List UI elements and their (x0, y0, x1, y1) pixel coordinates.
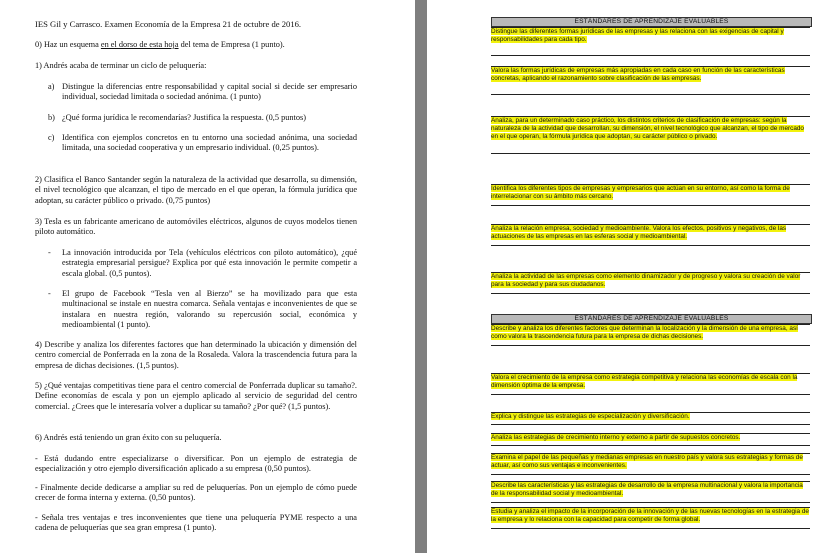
question-3: 3) Tesla es un fabricante americano de automóviles eléctricos, algunos de cuyos modelos tienen piloto automático. (35, 217, 357, 237)
standard-item: Describe las características y las estrategias de desarrollo de la empresa multinacional y valora la importancia de la responsabilidad social y medioambiental. (491, 481, 810, 503)
standards-header: ESTÁNDARES DE APRENDIZAJE EVALUABLES (491, 17, 812, 27)
standard-item: Analiza las estrategias de crecimiento interno y externo a partir de supuestos concretos. (491, 433, 810, 446)
question-6a: - Está dudando entre especializarse o diversificar. Pon un ejemplo de estrategia de especialización y otro ejemplo diversificación aplicado a su empresa (0,50 puntos). (35, 454, 357, 474)
question-3a: La innovación introducida por Tela (vehículos eléctricos con piloto automático), ¿qué estrategia empresarial persigue? Explica por qué esta innovación le permite competir a escala global. (0,5 puntos). (62, 248, 357, 278)
page-divider (415, 0, 427, 553)
exam-page (0, 0, 415, 553)
question-1: 1) Andrés acaba de terminar un ciclo de peluquería: (35, 61, 207, 70)
standard-item: Valora las formas jurídicas de empresas más apropiadas en cada caso en función de las características concretas, aplicando el razonamiento sobre clasificación de las empresas. (491, 66, 810, 95)
question-2: 2) Clasifica el Banco Santander según la naturaleza de la actividad que desarrolla, su dimensión, el nivel tecnológico que alcanzan, el tipo de mercado en el que operan, la fórmula jurídica que adoptan, su carácter público o privado. (0,75 puntos) (35, 175, 357, 205)
question-4: 4) Describe y analiza los diferentes factores que han determinado la ubicación y dimensión del centro comercial de Ponferrada en la zona de la Rosaleda. Valora la trascendencia futura para la empresa de dichas decisiones. (1,5 puntos). (35, 340, 357, 370)
standard-item: Analiza, para un determinado caso práctico, los distintos criterios de clasificación de empresas: según la naturaleza de la actividad que desarrollan, su dimensión, el nivel tecnológico que alcanzan, el tipo de mercado en el que operan, la fórmula jurídica que adoptan, su carácter público o privado. (491, 116, 810, 154)
question-1b-label: b) (48, 113, 55, 122)
question-1a-label: a) (48, 82, 55, 91)
standard-item: Valora el crecimiento de la empresa como estrategia competitiva y relaciona las economías de escala con la dimensión óptima de la empresa. (491, 373, 810, 395)
standard-item: Analiza la relación empresa, sociedad y medioambiente. Valora los efectos, positivos y negativos, de las actuaciones de las empresas en las esferas social y medioambiental. (491, 224, 810, 246)
question-0-text: 0) Haz un esquema (35, 40, 101, 49)
question-0 (35, 40, 357, 50)
question-6c: - Señala tres ventajas e tres inconvenientes que tiene una peluquería PYME respecto a una cadena de peluquerías que sea gran empresa (1 punto). (35, 513, 357, 533)
standard-item: Distingue las diferentes formas jurídicas de las empresas y las relaciona con las exigencias de capital y responsabilidades para cada tipo. (491, 27, 810, 56)
question-0-end: del tema de Empresa (1 punto). (178, 40, 285, 49)
question-3b: El grupo de Facebook “Tesla ven al Bierzo” se ha movilizado para que esta multinacional se instale en nuestra comarca. Señala ventajas e inconvenientes de que se instalara en nuestra región, valorando su repercusión social, económica y medioambiental (1 punto). (62, 289, 357, 329)
standard-item: Estudia y analiza el impacto de la incorporación de la innovación y de las nuevas tecnologías en la estrategia de la empresa y lo relaciona con la capacidad para competir de forma global. (491, 507, 810, 529)
bullet: - (48, 289, 51, 298)
standard-item: Examina el papel de las pequeñas y medianas empresas en nuestro país y valora sus estrategias y formas de actuar, así como sus ventajas e inconvenientes. (491, 453, 810, 475)
question-1c-label: c) (48, 133, 55, 142)
standard-item: Analiza la actividad de las empresas como elemento dinamizador y de progreso y valora su creación de valor para la sociedad y para sus ciudadanos. (491, 272, 810, 294)
question-6b: - Finalmente decide dedicarse a ampliar su red de peluquerías. Pon un ejemplo de cómo puede crecer de forma interna y externa. (0,50 puntos). (35, 483, 357, 503)
standard-item: Explica y distingue las estrategias de especialización y diversificación. (491, 412, 810, 425)
question-1a: Distingue la diferencias entre responsabilidad y capital social si decide ser empresario individual, sociedad limitada o sociedad anónima. (1 punto) (62, 82, 357, 102)
standards-header: ESTÁNDARES DE APRENDIZAJE EVALUABLES (491, 314, 812, 324)
question-5: 5) ¿Qué ventajas competitivas tiene para el centro comercial de Ponferrada duplicar su tamaño?. Define economías de escala y pon un ejemplo aplicado al servicio de seguridad del centro comercial. ¿Crees que le interesaría volver a duplicar su tamaño? ¿Por qué? (1,5 puntos). (35, 381, 357, 411)
bullet: - (48, 248, 51, 257)
exam-title: IES Gil y Carrasco. Examen Economía de la Empresa 21 de octubre de 2016. (35, 19, 302, 29)
question-1b: ¿Qué forma jurídica le recomendarías? Justifica la respuesta. (0,5 puntos) (62, 113, 306, 122)
question-6: 6) Andrés está teniendo un gran éxito con su peluquería. (35, 433, 222, 442)
question-1c: Identifica con ejemplos concretos en tu entorno una sociedad anónima, una sociedad limitada, una sociedad cooperativa y un empresario individual. (0,25 puntos). (62, 133, 357, 153)
question-0-underlined: en el dorso de esta hoja (100, 40, 179, 49)
standard-item: Describe y analiza los diferentes factores que determinan la localización y la dimensión de una empresa, así como valora la trascendencia futura para la empresa de dichas decisiones. (491, 324, 810, 346)
standard-item: Identifica los diferentes tipos de empresas y empresarios que actúan en su entorno, así como la forma de interrelacionar con su ámbito más cercano. (491, 184, 810, 206)
